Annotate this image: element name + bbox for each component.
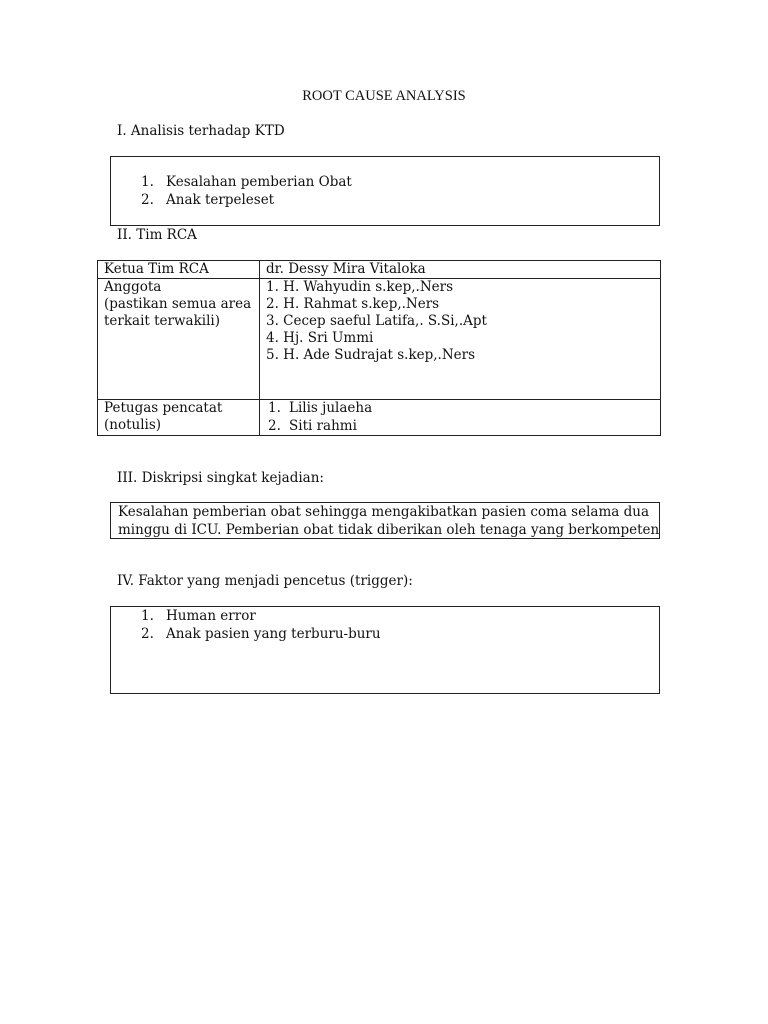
list-item: 5. H. Ade Sudrajat s.kep,.Ners xyxy=(266,347,476,363)
section-1-box xyxy=(110,156,660,226)
list-item: 2. Siti rahmi xyxy=(268,417,357,434)
list-item: 1. Human error xyxy=(141,608,256,624)
trigger-box xyxy=(110,606,660,694)
rca-team-table xyxy=(97,260,661,436)
description-box xyxy=(110,502,660,539)
section-3-heading: III. Diskripsi singkat kejadian: xyxy=(117,470,324,486)
description-line: Kesalahan pemberian obat sehingga mengakibatkan pasien coma selama dua xyxy=(118,504,649,520)
list-item: 2. Anak pasien yang terburu-buru xyxy=(141,625,381,642)
list-item: 3. Cecep saeful Latifa,. S.Si,.Apt xyxy=(266,313,487,329)
section-2-heading: II. Tim RCA xyxy=(117,227,197,243)
table-row xyxy=(98,279,661,400)
description-line: minggu di ICU. Pemberian obat tidak diberikan oleh tenaga yang berkompeten xyxy=(118,522,660,538)
list-item: 4. Hj. Sri Ummi xyxy=(266,330,374,346)
list-item: 1. Kesalahan pemberian Obat xyxy=(141,174,352,190)
table-row xyxy=(98,261,661,279)
petugas-list xyxy=(260,400,661,436)
list-item: 2. H. Rahmat s.kep,.Ners xyxy=(266,296,440,312)
ketua-value: dr. Dessy Mira Vitaloka xyxy=(260,261,661,279)
ketua-label: Ketua Tim RCA xyxy=(98,261,260,279)
table-row xyxy=(98,400,661,436)
document-title: ROOT CAUSE ANALYSIS xyxy=(302,88,466,104)
section-1-heading: I. Analisis terhadap KTD xyxy=(117,123,285,139)
petugas-label: Petugas pencatat (notulis) xyxy=(98,400,260,436)
anggota-list xyxy=(260,279,661,400)
list-item: 2. Anak terpeleset xyxy=(141,191,275,208)
anggota-label: Anggota (pastikan semua area terkait terwakili) xyxy=(98,279,260,400)
list-item: 1. Lilis julaeha xyxy=(268,400,373,416)
list-item: 1. H. Wahyudin s.kep,.Ners xyxy=(266,279,454,295)
section-4-heading: IV. Faktor yang menjadi pencetus (trigger): xyxy=(117,573,413,589)
